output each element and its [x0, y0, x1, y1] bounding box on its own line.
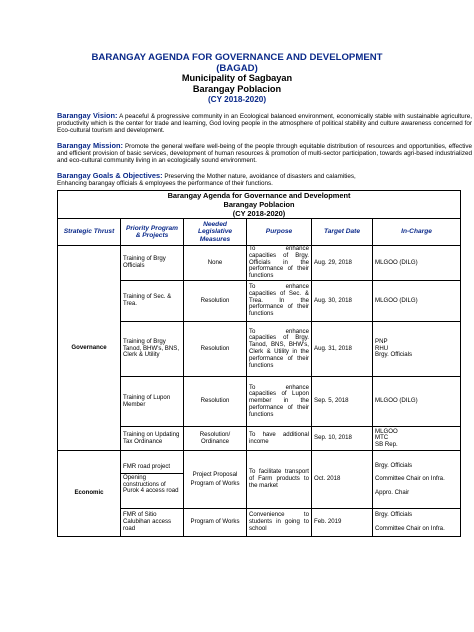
priority-cell: Training of Brgy Tanod, BHW's, BNS, Clerk & Utility	[121, 322, 184, 377]
incharge-cell: MLGOO (DILG)	[373, 281, 461, 322]
target-date-cell: Aug. 31, 2018	[312, 322, 373, 377]
incharge-line: MLGOO	[375, 427, 398, 435]
purpose-cell: Convenience to students in going to school	[247, 509, 312, 537]
header-purpose: Purpose	[247, 219, 312, 246]
priority-cell: FMR of Sitio Calubihan access road	[121, 509, 184, 537]
purpose-cell: To enhance capacities of Brgy. Officials in the performance of their functions	[247, 246, 312, 281]
goals-text: Preserving the Mother nature, avoidance of disasters and calamities,	[164, 173, 356, 180]
priority-cell: Training on Updating Tax Ordinance	[121, 427, 184, 451]
priority-cell: Training of Brgy Officials	[121, 246, 184, 281]
vision-paragraph	[57, 112, 472, 134]
incharge-line: Brgy. Officials	[375, 351, 413, 359]
priority-line: Opening constructions of Purok 4 access road	[121, 473, 183, 495]
legislative-cell: Program of Works	[184, 509, 247, 537]
table-subtitle: Barangay Poblacion	[58, 200, 461, 209]
incharge-cell	[373, 509, 461, 537]
document-period: (CY 2018-2020)	[207, 95, 267, 104]
target-date-cell: Feb. 2019	[312, 509, 373, 537]
incharge-cell	[373, 322, 461, 377]
incharge-line: RHU	[375, 344, 389, 352]
vision-text: A peaceful & progressive community in an Ecological balanced environment, economically stable with sustainable agriculture, productivity which is the center for trade and learning, God loving people in the atmosphere of political stability and culture awareness concerned for Eco-cultural tourism and development.	[57, 113, 472, 134]
table-period: (CY 2018-2020)	[58, 209, 461, 219]
goals-paragraph-2	[57, 180, 472, 187]
incharge-line: Brgy. Officials	[375, 511, 413, 519]
header-legislative: Needed Legislative Measures	[184, 219, 247, 246]
table-header-row	[58, 219, 461, 246]
header-thrust: Strategic Thrust	[58, 219, 121, 246]
header-incharge: In-Charge	[373, 219, 461, 246]
legislative-line: Project Proposal	[192, 470, 238, 478]
vision-label: Barangay Vision:	[57, 111, 118, 120]
legislative-cell	[184, 451, 247, 509]
incharge-line: SB Rep.	[375, 440, 398, 448]
priority-cell: Training of Lupon Member	[121, 377, 184, 427]
incharge-line: Committee Chair on Infra.	[375, 525, 445, 532]
target-date-cell: Aug. 30, 2018	[312, 281, 373, 322]
goals-paragraph	[57, 172, 472, 180]
thrust-governance: Governance	[58, 246, 121, 451]
incharge-line: Brgy. Officials	[375, 461, 413, 469]
document-title: BARANGAY AGENDA FOR GOVERNANCE AND DEVELOPMENT	[91, 52, 383, 63]
priority-cell	[121, 451, 184, 509]
purpose-cell: To enhance capacities of Brgy. Tanod, BNS, BHW's, Clerk & Utility in the performance of their functions	[247, 322, 312, 377]
incharge-cell: MLGOO (DILG)	[373, 377, 461, 427]
table-row	[58, 246, 461, 281]
legislative-cell: Resolution	[184, 322, 247, 377]
incharge-line: Appro. Chair	[375, 488, 410, 496]
priority-cell: Training of Sec. & Trea.	[121, 281, 184, 322]
purpose-cell: To enhance capacities of Lupon member in the performance of their functions	[247, 377, 312, 427]
incharge-line: MTC	[375, 434, 389, 442]
incharge-cell: MLGOO (DILG)	[373, 246, 461, 281]
target-date-cell: Sep. 10, 2018	[312, 427, 373, 451]
incharge-line: PNP	[375, 338, 388, 346]
goals-text-2: Enhancing barangay officials & employees the performance of their functions.	[57, 180, 273, 187]
mission-paragraph	[57, 142, 472, 164]
header-target: Target Date	[312, 219, 373, 246]
agenda-table	[57, 190, 461, 537]
header-priority: Priority Program & Projects	[121, 219, 184, 246]
mission-text: Promote the general welfare well-being of the people through equitable distribution of resources and opportunities, effective and efficient provision of basic services, development of human resources & promotion of multi-sector participation, towards agri-based industrialized and eco-cultural community living in an ecologically sound environment.	[57, 143, 472, 164]
incharge-line: Committee Chair on Infra.	[375, 475, 445, 483]
legislative-cell: Resolution/ Ordinance	[184, 427, 247, 451]
table-title: Barangay Agenda for Governance and Development	[58, 191, 461, 201]
purpose-cell: To enhance capacities of Sec. & Trea. In the performance of their functions	[247, 281, 312, 322]
legislative-cell: None	[184, 246, 247, 281]
purpose-cell: To have additional income	[247, 427, 312, 451]
incharge-cell	[373, 427, 461, 451]
purpose-cell: To facilitate transport of Farm products to the market	[247, 451, 312, 509]
incharge-cell	[373, 451, 461, 509]
target-date-cell: Oct. 2018	[312, 451, 373, 509]
target-date-cell: Aug. 29, 2018	[312, 246, 373, 281]
goals-label: Barangay Goals & Objectives:	[57, 171, 163, 180]
municipality-name: Municipality of Sagbayan	[181, 73, 293, 83]
legislative-cell: Resolution	[184, 377, 247, 427]
legislative-line: Program of Works	[190, 479, 240, 487]
thrust-economic: Economic	[58, 451, 121, 537]
priority-line: FMR road project	[123, 463, 171, 471]
barangay-name: Barangay Poblacion	[192, 84, 282, 94]
table-row	[58, 451, 461, 509]
legislative-cell: Resolution	[184, 281, 247, 322]
document-acronym: (BAGAD)	[216, 63, 258, 74]
target-date-cell: Sep. 5, 2018	[312, 377, 373, 427]
mission-label: Barangay Mission:	[57, 141, 123, 150]
